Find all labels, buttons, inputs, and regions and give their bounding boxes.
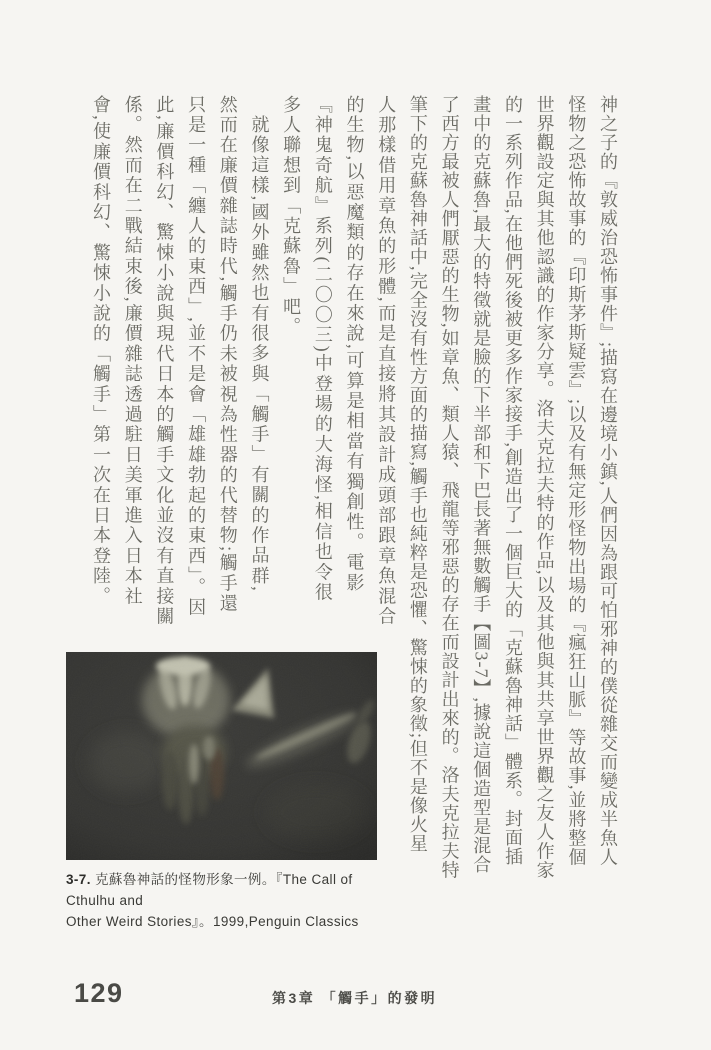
figure-caption-line1: 3-7. 克蘇魯神話的怪物形象一例。『The Call of Cthulhu and: [66, 872, 353, 908]
text-column: 的生物,以惡魔類的存在來說,可算是相當有獨創性。電影: [344, 95, 365, 594]
text-column: 世界觀設定與其他認識的作家分享。洛夫克拉夫特的作品,以及其他與其共享世界觀之友人作家: [534, 95, 555, 880]
text-column: 神之子的『敦威治恐怖事件』;描寫在邊境小鎮,人們因為跟可怕邪神的僕從雜交而變成半魚人: [598, 95, 618, 867]
text-column: 此,廉價科幻、驚悚小說與現代日本的觸手文化並沒有直接關: [154, 95, 175, 627]
text-column: 怪物之恐怖故事的『印斯茅斯疑雲』;以及有無定形怪物出場的『瘋狂山脈』等故事,並將整個: [566, 95, 587, 867]
figure-caption: [66, 869, 406, 932]
text-column: 的一系列作品,在他們死後被更多作家接手,創造出了一個巨大的「克蘇魯神話」體系。封面插: [502, 95, 523, 866]
figure-number-label: 3-7.: [66, 872, 91, 887]
text-column: 會,使廉價科幻、驚悚小說的「觸手」第一次在日本登陸。: [91, 95, 111, 607]
text-column: 係。然而在二戰結束後,廉價雜誌透過駐日美軍進入日本社: [122, 95, 143, 607]
footer-chapter-title: 第3章 「觸手」的發明: [272, 990, 438, 1006]
text-column: 畫中的克蘇魯,最大的特徵就是臉的下半部和下巴長著無數觸手【圖3-7】,據說這個造型是混合: [471, 95, 492, 874]
text-column: 了西方最被人們厭惡的生物,如章魚、類人猿、飛龍等邪惡的存在而設計出來的。洛夫克拉夫特: [439, 95, 460, 880]
cthulhu-figure-image: [66, 652, 377, 860]
text-column: 『神鬼奇航』系列(二〇〇三)中登場的大海怪,相信也令很: [312, 95, 333, 603]
figure-caption-line2: Other Weird Stories』。1999,Penguin Classics: [66, 914, 359, 929]
text-column: 然而在廉價雜誌時代,觸手仍未被視為性器的代替物;觸手還: [217, 95, 238, 614]
text-column: 筆下的克蘇魯神話中,完全沒有性方面的描寫,觸手也純粹是恐懼、驚悚的象徵;但不是像火星: [407, 95, 428, 854]
text-column: 多人聯想到「克蘇魯」吧。: [281, 95, 302, 338]
cthulhu-illustration: [66, 652, 377, 860]
text-column: 只是一種「纏人的東西」,並不是會「雄雄勃起的東西」。因: [186, 95, 207, 618]
page-number: 129: [74, 978, 124, 1008]
text-column: 就像這樣,國外雖然也有很多與「觸手」有關的作品群,: [249, 115, 270, 593]
text-column: 人那樣借用章魚的形體,而是直接將其設計成頭部跟章魚混合: [376, 95, 397, 627]
